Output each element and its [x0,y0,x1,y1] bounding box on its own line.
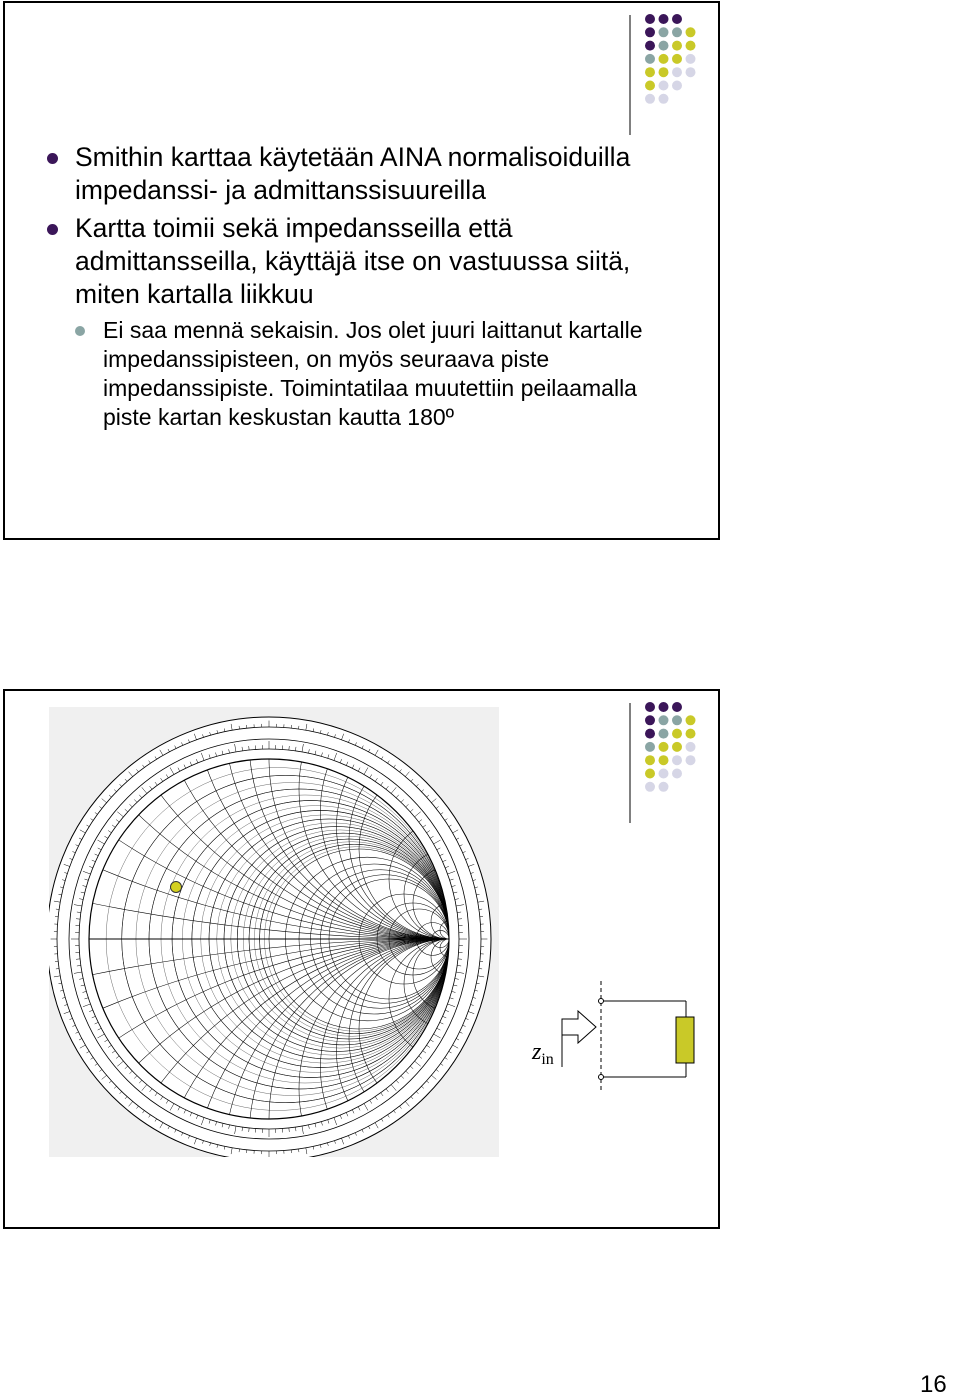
sub-bullet-text: Ei saa mennä sekaisin. Jos olet juuri laittanut kartalle impedanssipisteen, on myös seuraava piste impedanssipiste. Toimintatilaa muutettiin peilaamalla piste kartan keskustan kautta 180º [103,317,643,430]
smith-chart [49,707,499,1157]
bullet-item [47,212,687,311]
bullet-dot-icon [47,153,58,164]
bullet-item [47,141,687,207]
sub-bullet-item [47,316,687,432]
slide-1 [3,1,720,540]
impedance-point-marker [171,882,182,893]
decorative-dot-grid [5,3,722,143]
bullet-dot-icon [47,224,58,235]
circuit-diagram [520,971,710,1101]
slide-2 [3,689,720,1229]
z-in-label: $z_{in}$ [532,1039,554,1068]
bullet-text: Kartta toimii sekä impedansseilla että admittansseilla, käyttäjä itse on vastuussa siitä, miten kartalla liikkuu [75,213,631,309]
input-arrow-icon [562,1011,596,1043]
bullet-text: Smithin karttaa käytetään AINA normalisoiduilla impedanssi- ja admittanssisuureilla [75,142,631,205]
load-resistor [676,1017,694,1063]
page-number: 16 [920,1371,947,1398]
sub-bullet-dot-icon [75,326,85,336]
bullet-list [47,141,687,432]
